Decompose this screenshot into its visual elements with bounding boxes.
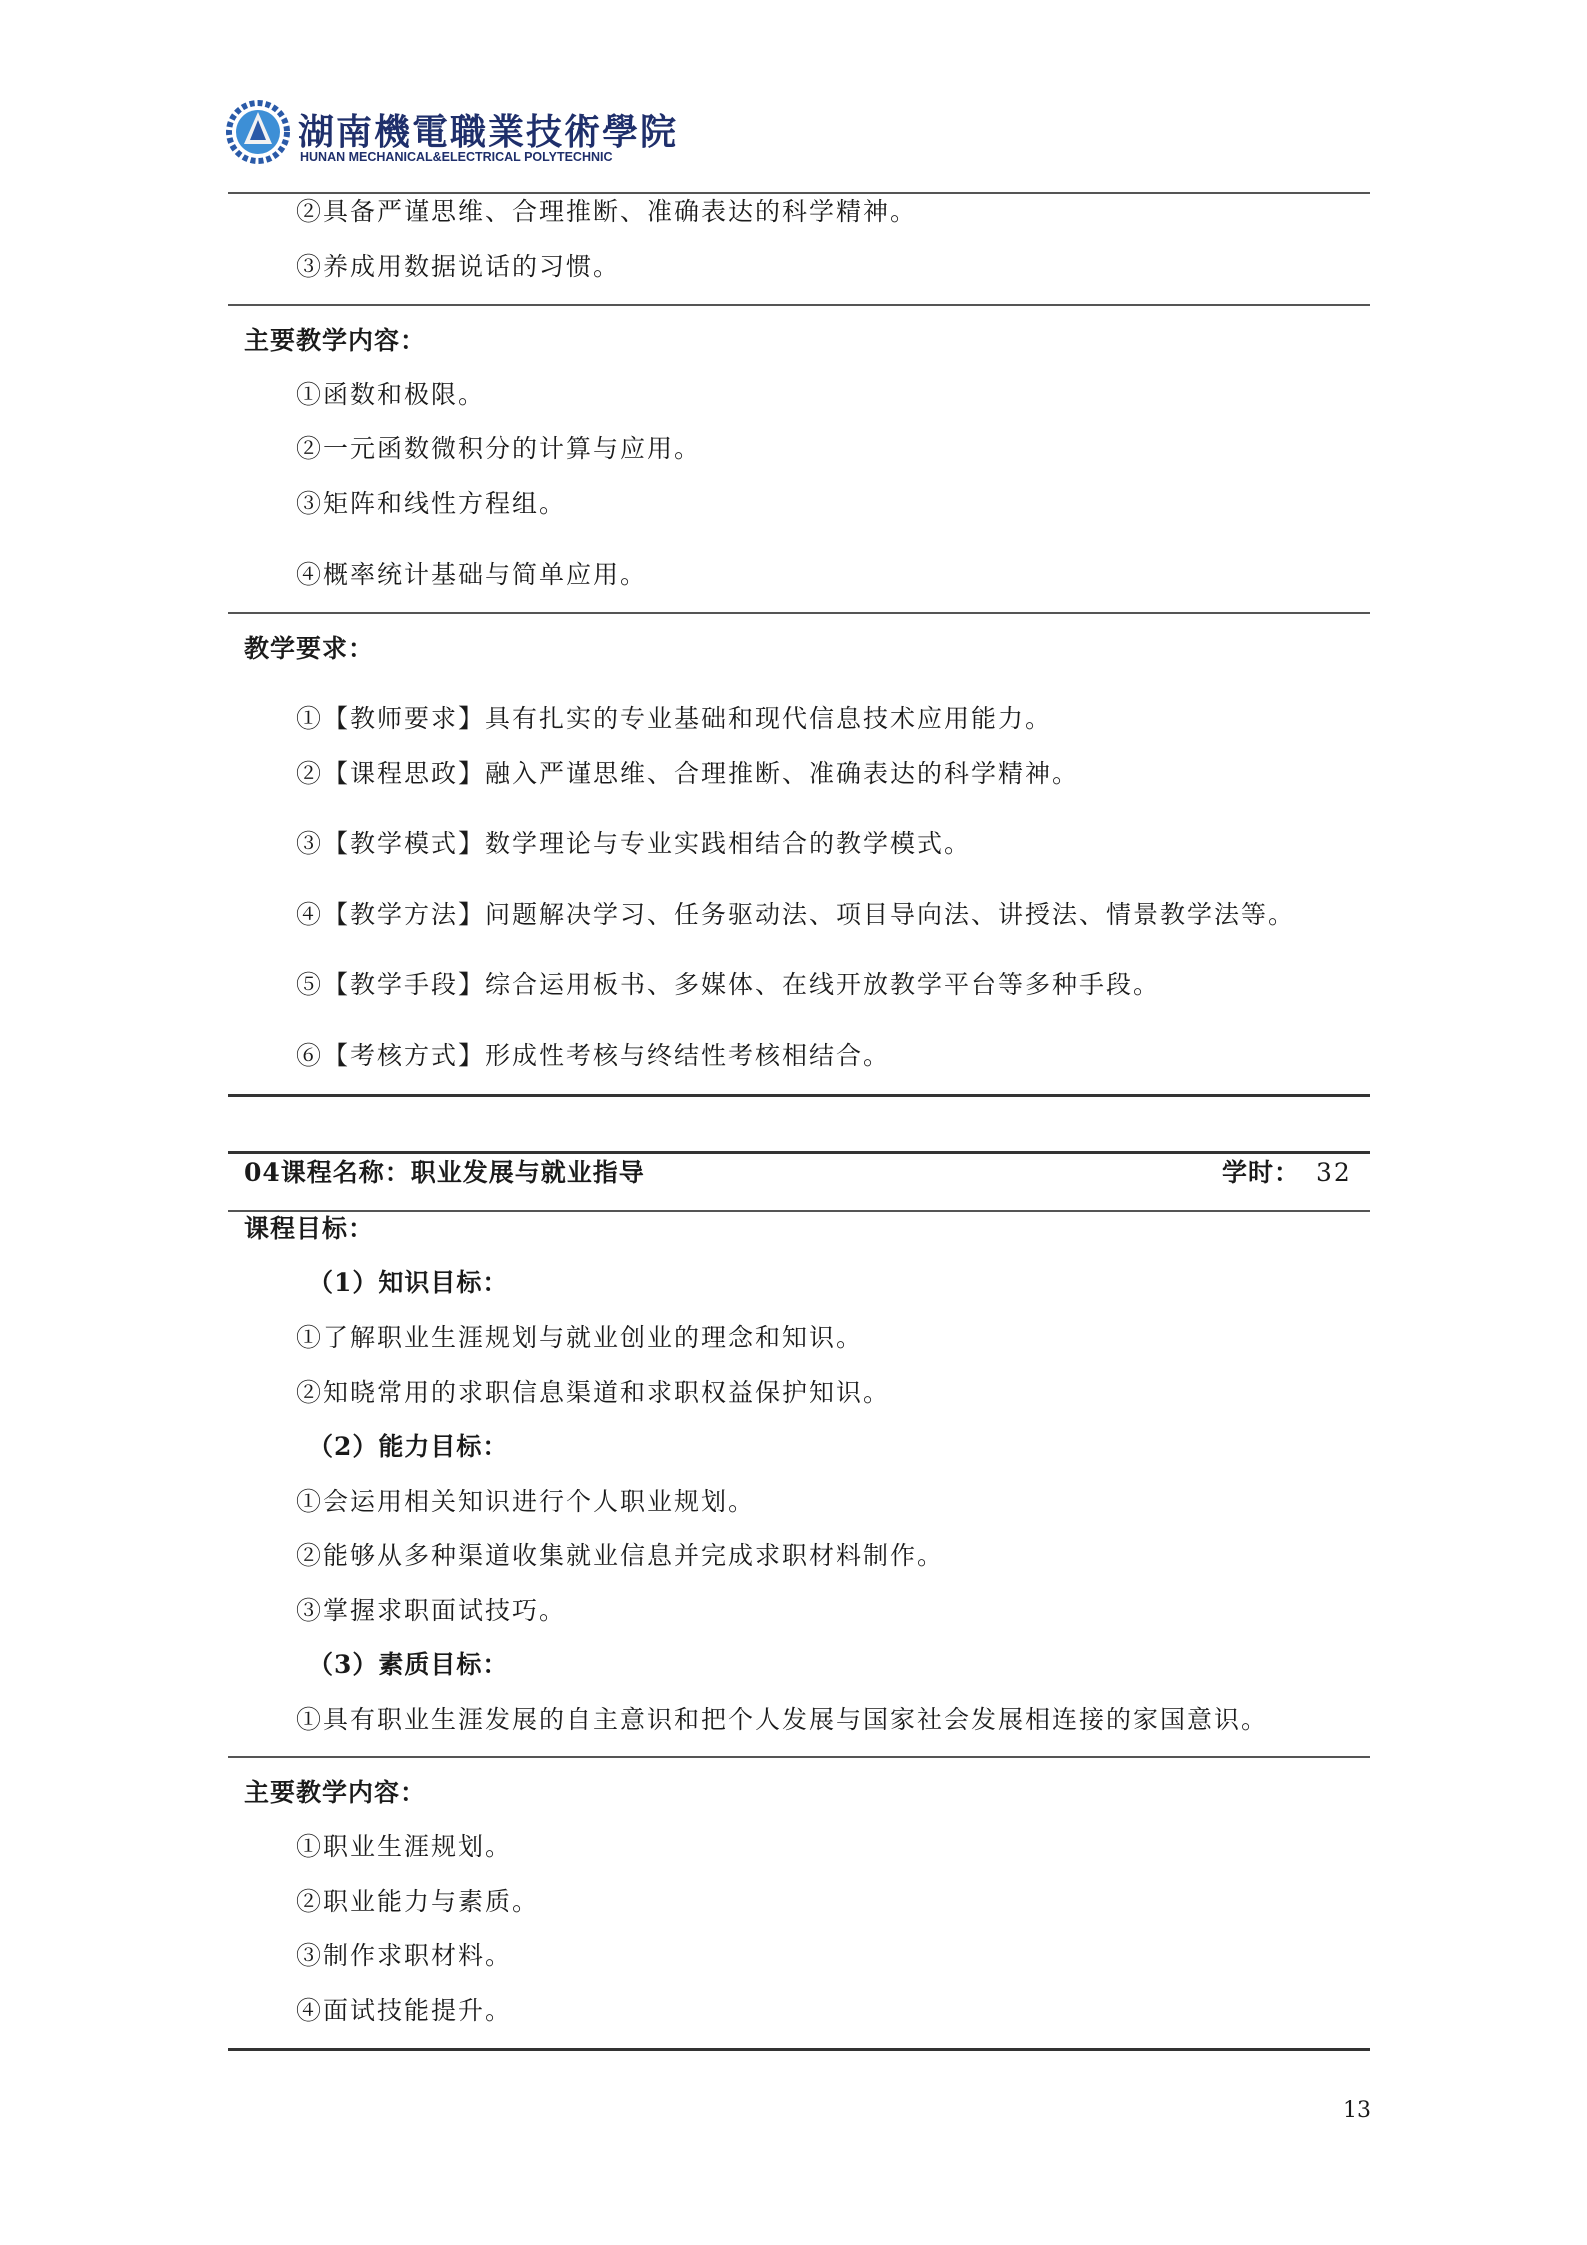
- list-item: ①【教师要求】具有扎实的专业基础和现代信息技术应用能力。: [296, 704, 1053, 733]
- school-logo: [226, 100, 679, 170]
- sub-heading: （1）知识目标：: [308, 1268, 509, 1297]
- list-item: ②职业能力与素质。: [296, 1887, 540, 1916]
- list-item: ④概率统计基础与简单应用。: [296, 560, 648, 589]
- list-item: ⑤【教学手段】综合运用板书、多媒体、在线开放教学平台等多种手段。: [296, 970, 1161, 999]
- list-item: ④【教学方法】问题解决学习、任务驱动法、项目导向法、讲授法、情景教学法等。: [296, 900, 1296, 929]
- list-item: ⑥【考核方式】形成性考核与终结性考核相结合。: [296, 1041, 891, 1070]
- list-item: ①函数和极限。: [296, 380, 486, 409]
- list-item: ③矩阵和线性方程组。: [296, 489, 567, 518]
- hours-value: 32: [1316, 1158, 1352, 1187]
- section-heading: 课程目标：: [244, 1214, 375, 1243]
- sub-heading: （2）能力目标：: [308, 1432, 509, 1461]
- table-top-rule: [228, 1151, 1370, 1154]
- header-rule: [228, 192, 1370, 194]
- list-item: ③掌握求职面试技巧。: [296, 1596, 567, 1625]
- page-number: 13: [1343, 2098, 1371, 2123]
- section-divider: [228, 1210, 1370, 1212]
- school-name-en: HUNAN MECHANICAL&ELECTRICAL POLYTECHNIC: [300, 150, 613, 164]
- hours-label: 学时：: [1222, 1158, 1301, 1187]
- list-item: ①了解职业生涯规划与就业创业的理念和知识。: [296, 1323, 864, 1352]
- list-item: ④面试技能提升。: [296, 1996, 513, 2025]
- list-item: ③制作求职材料。: [296, 1941, 513, 1970]
- course-title: 04课程名称：职业发展与就业指导: [244, 1158, 645, 1187]
- list-item: ①会运用相关知识进行个人职业规划。: [296, 1487, 756, 1516]
- section-heading: 主要教学内容：: [244, 1778, 427, 1807]
- gear-emblem-icon: [226, 100, 290, 164]
- section-heading: 教学要求：: [244, 634, 375, 663]
- sub-heading: （3）素质目标：: [308, 1650, 509, 1679]
- list-item: ②【课程思政】融入严谨思维、合理推断、准确表达的科学精神。: [296, 759, 1080, 788]
- section-heading: 主要教学内容：: [244, 326, 427, 355]
- table-bottom-rule: [228, 1094, 1370, 1097]
- list-item: ①职业生涯规划。: [296, 1832, 513, 1861]
- section-divider: [228, 612, 1370, 614]
- table-bottom-rule: [228, 2048, 1370, 2051]
- list-item: ③养成用数据说话的习惯。: [296, 252, 621, 281]
- school-name-cn: 湖南機電職業技術學院: [298, 111, 679, 153]
- list-item: ②能够从多种渠道收集就业信息并完成求职材料制作。: [296, 1541, 945, 1570]
- list-item: ②知晓常用的求职信息渠道和求职权益保护知识。: [296, 1378, 891, 1407]
- section-divider: [228, 304, 1370, 306]
- list-item: ②一元函数微积分的计算与应用。: [296, 434, 702, 463]
- section-divider: [228, 1756, 1370, 1758]
- list-item: ②具备严谨思维、合理推断、准确表达的科学精神。: [296, 197, 918, 226]
- list-item: ③【教学模式】数学理论与专业实践相结合的教学模式。: [296, 829, 972, 858]
- list-item: ①具有职业生涯发展的自主意识和把个人发展与国家社会发展相连接的家国意识。: [296, 1705, 1269, 1734]
